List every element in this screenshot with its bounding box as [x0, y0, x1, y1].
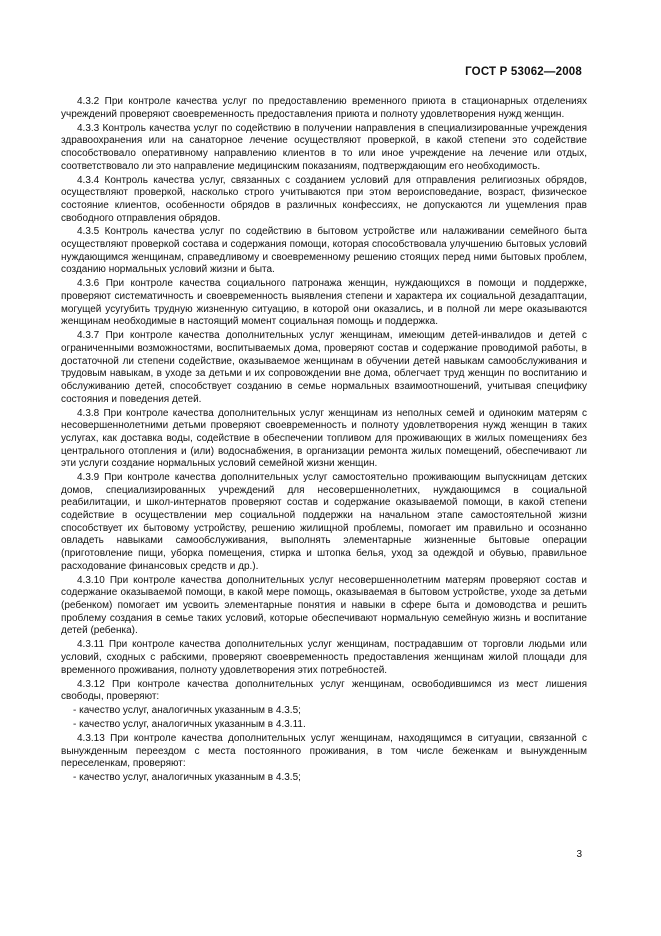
paragraph-4-3-5: 4.3.5 Контроль качества услуг по содействию в бытовом устройстве или налаживании семейного быта осуществляют проверкой состава и содержания помощи, которая способствовала улучшению бытовых условий нуждающимся женщинам, справедливому и своевременному решению стоящих перед ними бытовых проблем, созданию нормальных условий жизни и быта. [61, 226, 587, 276]
paragraph-4-3-10: 4.3.10 При контроле качества дополнительных услуг несовершеннолетним матерям проверяют состав и содержание оказываемой помощи, в какой мере помощь, оказываемая в бытовом устройстве, уходе за детьми (ребенком) помогает им усвоить элементарные понятия и навыки в сфере быта и домоводства и решить проблему создания в семье таких условий, которые обеспечивают нормальную семейную жизнь и воспитание детей (ребенка). [61, 574, 587, 637]
list-item: - качество услуг, аналогичных указанным в 4.3.11. [73, 719, 306, 731]
list-item: - качество услуг, аналогичных указанным в 4.3.5; [73, 705, 301, 717]
paragraph-4-3-12: 4.3.12 При контроле качества дополнительных услуг женщинам, освободившимся из мест лишения свободы, проверяют: [61, 678, 587, 703]
paragraph-4-3-13: 4.3.13 При контроле качества дополнительных услуг женщинам, находящимся в ситуации, связанной с вынужденным переездом с места постоянного проживания, в том числе беженкам и вынужденным переселенкам, проверяют: [61, 733, 587, 770]
paragraph-4-3-9: 4.3.9 При контроле качества дополнительных услуг самостоятельно проживающим выпускницам детских домов, специализированных учреждений для несовершеннолетних, нуждающимся в социальной реабилитации, и школ-интернатов проверяют состав и содержание оказываемой помощи, в какой степени содействие в осуществлении мер социальной поддержки на начальном этапе самостоятельной жизни способствует их бытовому устройству, решению жилищной проблемы, помогает им правильно и осознанно овладеть навыками самообслуживания, выполнять элементарные жизненные бытовые операции (приготовление пищи, уборка помещения, стирка и штопка белья, уход за одеждой и обувью, правильное расходование финансовых средств и др.). [61, 472, 587, 572]
paragraph-4-3-6: 4.3.6 При контроле качества социального патронажа женщин, нуждающихся в помощи и поддержке, проверяют систематичность и своевременность выявления степени и характера их социальной дезадаптации, могущей усугубить трудную жизненную ситуацию, в которой они оказались, и в полной ли мере оказываются женщинам необходимые в настоящий момент социальная помощь и поддержка. [61, 278, 587, 328]
paragraph-4-3-7: 4.3.7 При контроле качества дополнительных услуг женщинам, имеющим детей-инвалидов и детей с ограниченными возможностями, воспитываемых дома, проверяют состав и содержание проводимой работы, в достаточной ли степени содействие, оказываемое женщинам в обучении детей навыкам самообслуживания и трудовым навыкам, в уходе за детьми и их сопровождении вне дома, облегчает труд женщин по воспитанию и обслуживанию детей, способствует созданию в семье нормальных взаимоотношений, учитывая специфику состояния и поведения детей. [61, 330, 587, 405]
list-item: - качество услуг, аналогичных указанным в 4.3.5; [73, 772, 301, 784]
paragraph-4-3-2: 4.3.2 При контроле качества услуг по предоставлению временного приюта в стационарных отделениях учреждений проверяют своевременность предоставления приюта и полноту удовлетворения нужд женщин. [61, 96, 587, 120]
paragraph-4-3-3: 4.3.3 Контроль качества услуг по содействию в получении направления в специализированные учреждения здравоохранения или на санаторное лечение осуществляют проверкой, в какой степени это содействие способствовало оперативному направлению клиентов в то или иное учреждение на лечение или отдых, соответствовало ли это направление медицинским показаниям, подтверждающим его необходимость. [61, 122, 587, 172]
paragraph-4-3-8: 4.3.8 При контроле качества дополнительных услуг женщинам из неполных семей и одиноким матерям с несовершеннолетними детьми проверяют своевременность и полноту удовлетворения нужд женщин в таких услугах, как доставка воды, содействие в обеспечении топливом для проживающих в жилых помещениях без центрального отопления и (или) водоснабжения, в организации ремонта жилых помещений, обеспечивают ли эти услуги создание нормальных условий семейной жизни женщин. [61, 407, 587, 470]
paragraph-4-3-11: 4.3.11 При контроле качества дополнительных услуг женщинам, пострадавшим от торговли людьми или условий, сходных с рабскими, проверяют своевременность предоставления женщинам жилой площади для временного проживания, полноту удовлетворения этих потребностей. [61, 639, 587, 676]
document-body [61, 96, 587, 786]
page-number: 3 [576, 849, 582, 860]
paragraph-4-3-4: 4.3.4 Контроль качества услуг, связанных с созданием условий для отправления религиозных обрядов, осуществляют проверкой, насколько строго учитываются при этом вероисповедание, возраст, физическое состояние клиентов, особенности обрядов в различных конфессиях, не допускаются ли ущемления прав свободного отправления обрядов. [61, 174, 587, 224]
standard-designation: ГОСТ Р 53062—2008 [465, 66, 582, 78]
